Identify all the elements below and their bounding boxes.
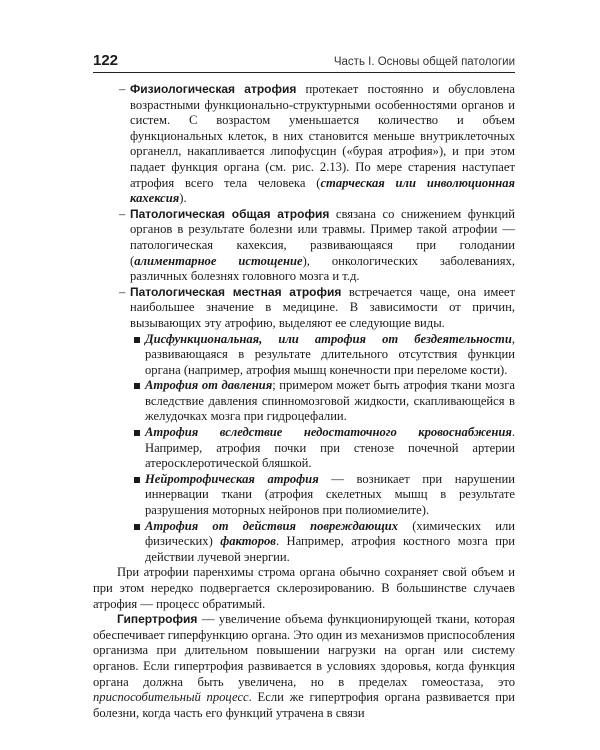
paragraph-text-end: . Если же гипертрофия органа развивается при болезни, когда часть его функций утрачена в связи [93, 690, 516, 720]
dash-item-physiological-atrophy [93, 82, 515, 207]
list-item-term: Атрофия от давления [145, 378, 273, 393]
dash-marker: – [119, 284, 126, 299]
dash-item-general-pathological-atrophy [93, 207, 515, 285]
list-item-text: — возникает при нарушении иннервации ткани (атрофия скелетных мышц в результате разрушения моторных нейронов при полиомиелите). [145, 471, 515, 518]
item-text: встречается чаще, она имеет наибольшее значение в медицине. В зависимости от причин, вызывающих эту атрофию, выделяют ее следующие виды. [130, 284, 516, 330]
paragraph-emphasis: приспособительный процесс [93, 690, 249, 705]
list-item-text: (химических или физических) [145, 518, 516, 549]
square-bullet-icon [134, 477, 140, 483]
item-text-end: ), онкологических заболеваниях, различных болезнях головного мозга и т.д. [130, 253, 515, 284]
item-emphasis: старческая или инволюционная кахексия [130, 175, 515, 206]
term-physiological-atrophy: Физиологическая атрофия [130, 82, 297, 96]
list-item [93, 519, 515, 566]
paragraph-hypertrophy [93, 612, 515, 721]
item-text: связана со снижением функций органов в результате болезни или травмы. Пример такой атрофии — патологическая кахексия, развивающаяся при голодании ( [130, 206, 515, 268]
list-item-term: Атрофия от действия повреждающих [145, 518, 399, 533]
list-item-text-end: . Например, атрофия костного мозга при действии лучевой энергии. [145, 534, 515, 564]
paragraph-text: — увеличение объема функционирующей ткани, которая обеспечивает гиперфункцию органа. Это один из механизмов приспособления организма при длительном повышении нагрузки на орган или систему органов. Если гипертрофия развивается в условиях здоровья, когда функция органа должна быть увеличена, но в пределах гомеостаза, это [93, 612, 515, 689]
list-item-term-2: факторов [220, 534, 276, 549]
list-item [93, 378, 515, 425]
term-local-pathological-atrophy: Патологическая местная атрофия [130, 284, 342, 299]
list-item-text: ; примером может быть атрофия ткани мозга вследствие давления спинномозговой жидкости, скапливающейся в желудочках мозга при гидроцефалии. [145, 378, 515, 424]
list-item [93, 472, 515, 519]
paragraph-stroma: При атрофии паренхимы строма органа обычно сохраняет свой объем и при этом нередко подвергается склерозированию. В большинстве случаев атрофия — процесс обратимый. [93, 565, 515, 611]
list-item [93, 425, 515, 472]
page-header [93, 50, 515, 73]
list-item-text: , развивающаяся в результате длительного отсутствия функции органа (например, атрофия мышц конечности при переломе кости). [145, 331, 515, 377]
list-item-term: Атрофия вследствие недостаточного кровоснабжения [145, 425, 512, 440]
square-bullet-icon [134, 383, 140, 389]
list-item-term: Дисфункциональная, или атрофия от бездеятельности [145, 331, 512, 346]
list-item-term: Нейротрофическая атрофия [145, 471, 319, 486]
atrophy-types-list [93, 332, 515, 566]
item-emphasis: алиментарное истощение [134, 253, 303, 268]
item-text-end: ). [179, 191, 187, 206]
term-hypertrophy: Гипертрофия [117, 612, 198, 627]
page-body [93, 82, 515, 721]
dash-marker: – [119, 82, 126, 96]
square-bullet-icon [134, 524, 140, 530]
item-text: протекает постоянно и обусловлена возрастными функционально-структурными особенностями органов и систем. С возрастом уменьшается количество и объем функциональных клеток, в них становится меньше внутриклеточных органелл, накапливается липофусцин («бурая атрофия»), и при этом падает функция органа (см. рис. 2.13). По мере старения наступает атрофия всего тела человека ( [130, 82, 515, 190]
dash-item-local-pathological-atrophy [93, 285, 515, 332]
term-general-pathological-atrophy: Патологическая общая атрофия [130, 206, 330, 221]
dash-marker: – [119, 206, 126, 221]
square-bullet-icon [134, 430, 140, 436]
page-number: 122 [93, 52, 119, 69]
list-item-text: . Например, атрофия почки при стенозе почечной артерии атеросклеротической бляшкой. [145, 425, 515, 471]
list-item [93, 332, 515, 379]
running-head: Часть I. Основы общей патологии [333, 56, 515, 68]
square-bullet-icon [134, 337, 140, 343]
